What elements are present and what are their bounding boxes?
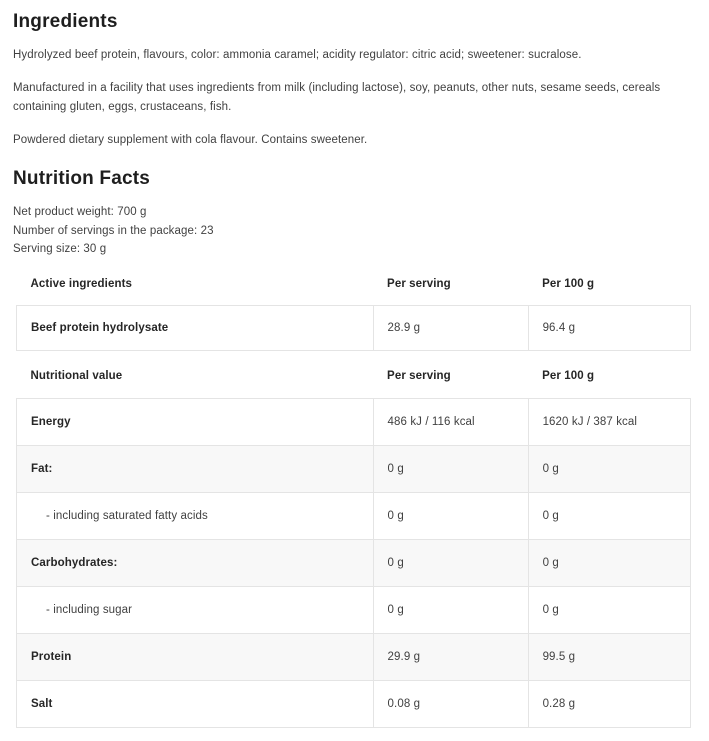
per-serving-value: 486 kJ / 116 kcal: [373, 398, 528, 445]
per-serving-value: 0 g: [373, 445, 528, 492]
allergen-notice-paragraph: Manufactured in a facility that uses ingredients from milk (including lactose), soy, peanuts, other nuts, sesame seeds, cereals containing gluten, eggs, crustaceans, fish.: [13, 81, 661, 113]
per-serving-value: 28.9 g: [373, 305, 528, 350]
nutrition-facts-section: [13, 167, 696, 728]
per-serving-value: 0.08 g: [373, 680, 528, 727]
serving-size-line: Serving size: 30 g: [13, 243, 107, 255]
per-serving-value: 0 g: [373, 539, 528, 586]
per-serving-value: 0 g: [373, 586, 528, 633]
active-ingredients-table: [16, 265, 691, 351]
per-100g-column-header: Per 100 g: [528, 351, 690, 399]
table-row: [17, 305, 691, 350]
row-label: - including saturated fatty acids: [17, 492, 374, 539]
ingredients-section: [13, 10, 696, 150]
nutrition-facts-title: Nutrition Facts: [13, 168, 151, 189]
row-label: Protein: [17, 633, 374, 680]
nutritional-value-column-header: Nutritional value: [17, 351, 374, 399]
row-label: Fat:: [17, 445, 374, 492]
per-100g-value: 0 g: [528, 492, 690, 539]
nutritional-value-table: [16, 351, 691, 728]
per-100g-value: 1620 kJ / 387 kcal: [528, 398, 690, 445]
active-ingredients-header-row: [17, 265, 691, 306]
per-serving-column-header: Per serving: [373, 265, 528, 306]
net-weight-line: Net product weight: 700 g: [13, 206, 147, 218]
row-label: Salt: [17, 680, 374, 727]
table-row: [17, 586, 691, 633]
package-info-block: [13, 203, 696, 259]
per-100g-value: 99.5 g: [528, 633, 690, 680]
table-row: [17, 398, 691, 445]
per-100g-value: 96.4 g: [528, 305, 690, 350]
row-label: - including sugar: [17, 586, 374, 633]
per-100g-column-header: Per 100 g: [528, 265, 690, 306]
table-row: [17, 445, 691, 492]
ingredients-title: Ingredients: [13, 11, 118, 32]
per-serving-column-header: Per serving: [373, 351, 528, 399]
table-row: [17, 633, 691, 680]
supplement-description-paragraph: Powdered dietary supplement with cola flavour. Contains sweetener.: [13, 133, 368, 146]
ingredients-composition-paragraph: Hydrolyzed beef protein, flavours, color: ammonia caramel; acidity regulator: citric acid; sweetener: sucralose.: [13, 49, 582, 61]
row-label: Energy: [17, 398, 374, 445]
active-ingredients-column-header: Active ingredients: [17, 265, 374, 306]
table-row: [17, 492, 691, 539]
table-row: [17, 539, 691, 586]
row-label: Beef protein hydrolysate: [17, 305, 374, 350]
per-100g-value: 0 g: [528, 445, 690, 492]
per-serving-value: 29.9 g: [373, 633, 528, 680]
table-row: [17, 680, 691, 727]
per-100g-value: 0 g: [528, 539, 690, 586]
per-100g-value: 0.28 g: [528, 680, 690, 727]
row-label: Carbohydrates:: [17, 539, 374, 586]
servings-count-line: Number of servings in the package: 23: [13, 224, 214, 237]
per-100g-value: 0 g: [528, 586, 690, 633]
nutritional-value-header-row: [17, 351, 691, 399]
per-serving-value: 0 g: [373, 492, 528, 539]
